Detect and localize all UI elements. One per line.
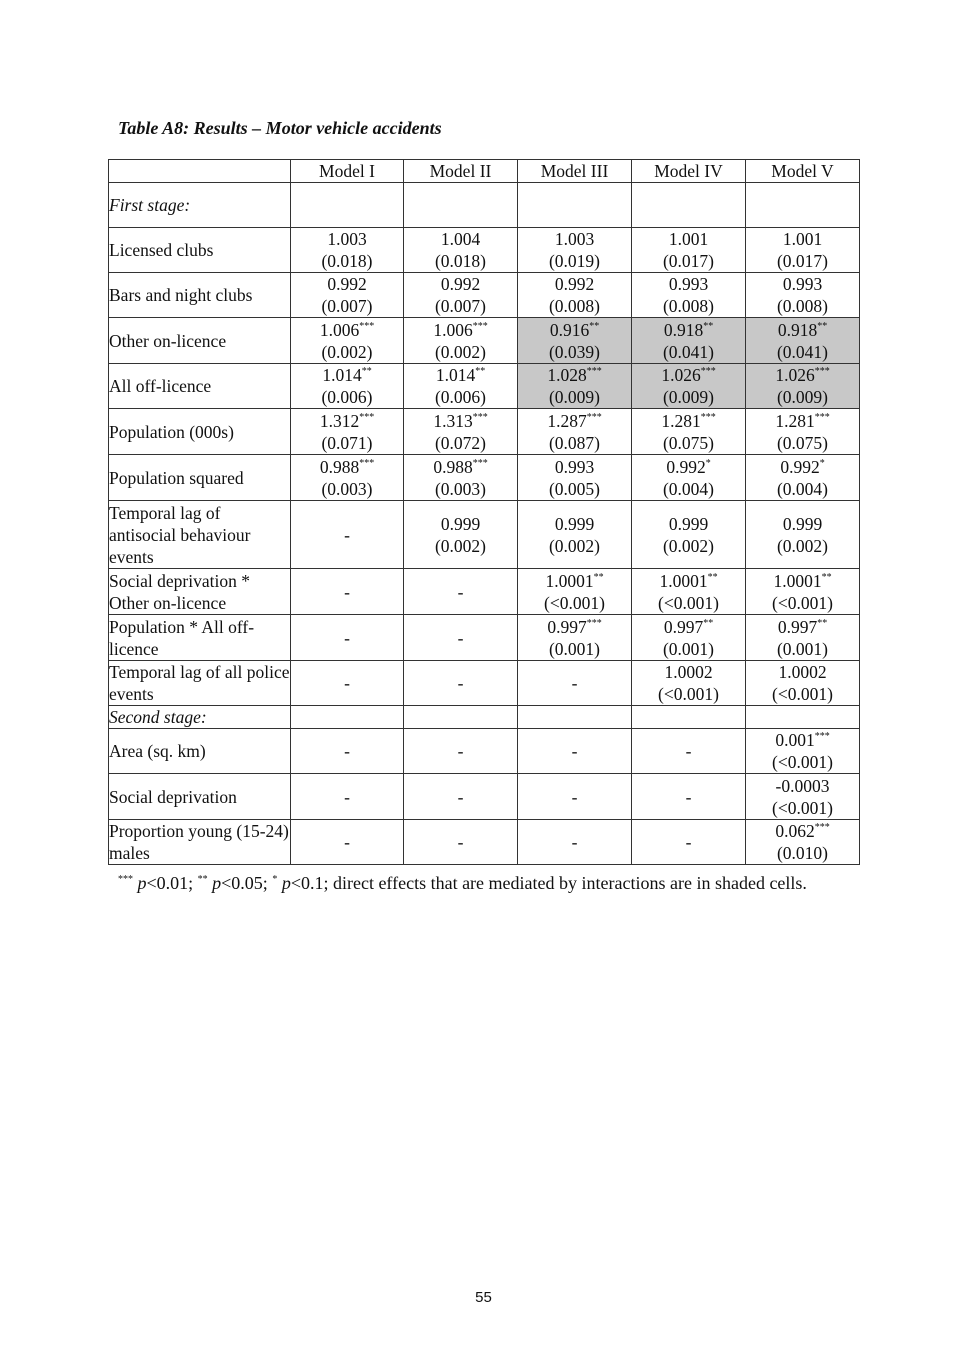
standard-error: (0.002)	[434, 535, 487, 556]
cell-value: 1.281	[661, 410, 701, 431]
table-cell	[404, 455, 518, 501]
cell-value: 0.062	[775, 821, 815, 841]
significance-mark: ***	[586, 366, 602, 377]
table-cell	[404, 228, 518, 273]
standard-error: (0.004)	[776, 478, 829, 499]
standard-error: (<0.001)	[772, 684, 833, 704]
table-cell	[518, 273, 632, 318]
table-cell	[746, 729, 860, 774]
significance-mark: **	[817, 320, 828, 332]
table-cell	[518, 228, 632, 273]
cell-value: 1.028	[547, 365, 587, 385]
significance-mark: ***	[359, 320, 375, 332]
table-cell	[404, 273, 518, 318]
table-cell	[404, 569, 518, 615]
cell-value: 1.003	[554, 229, 595, 249]
standard-error: (0.008)	[548, 296, 601, 316]
cell-value: -	[571, 741, 578, 761]
standard-error: (<0.001)	[772, 752, 833, 772]
cell-value: 1.014	[322, 365, 362, 385]
table-row	[109, 364, 860, 409]
table-cell	[746, 615, 860, 661]
cell-value: -	[685, 786, 692, 807]
table-cell	[746, 569, 860, 615]
significance-mark: **	[361, 366, 372, 377]
standard-error: (0.018)	[434, 251, 487, 271]
table-cell	[518, 661, 632, 706]
row-label: Proportion young (15-24) males	[109, 821, 289, 863]
standard-error: (0.002)	[776, 535, 829, 556]
significance-mark: **	[703, 617, 714, 629]
cell-value: 0.999	[668, 513, 709, 534]
standard-error: (0.008)	[662, 296, 715, 316]
header-corner	[109, 160, 291, 183]
table-cell	[404, 615, 518, 661]
table-cell	[404, 774, 518, 820]
standard-error: (0.087)	[548, 432, 601, 453]
table-cell	[746, 273, 860, 318]
significance-mark: *	[819, 457, 825, 469]
table-cell	[518, 774, 632, 820]
table-cell	[291, 318, 404, 364]
standard-error: (0.006)	[434, 387, 487, 407]
cell-value: 1.0001	[773, 570, 822, 591]
standard-error: (0.007)	[321, 296, 373, 316]
standard-error: (0.001)	[662, 638, 715, 659]
cell-value: 0.992	[780, 456, 820, 477]
table-cell	[746, 364, 860, 409]
table-cell	[404, 661, 518, 706]
cell-value: 0.916	[549, 319, 590, 340]
table-row	[109, 455, 860, 501]
cell-value: 0.999	[782, 513, 823, 534]
cell-value: -	[457, 627, 464, 648]
standard-error: (0.006)	[321, 387, 373, 407]
significance-mark: ***	[472, 457, 488, 469]
row-label: All off-licence	[109, 364, 291, 409]
header-row	[109, 160, 860, 183]
page-number: 55	[475, 1289, 492, 1306]
table-row	[109, 409, 860, 455]
row-label: Temporal lag of all police events	[109, 662, 290, 704]
standard-error: (0.002)	[548, 535, 601, 556]
cell-value: -	[457, 673, 464, 693]
significance-mark: ***	[814, 731, 830, 742]
cell-value: 1.003	[327, 229, 367, 249]
standard-error: (0.075)	[662, 432, 715, 453]
standard-error: (0.008)	[776, 296, 829, 316]
standard-error: (0.005)	[548, 478, 601, 499]
row-label: Temporal lag of antisocial behaviour events	[109, 501, 291, 569]
significance-mark: **	[589, 320, 600, 332]
table-cell	[291, 409, 404, 455]
standard-error: (0.007)	[434, 296, 487, 316]
cell-value: -	[571, 673, 578, 693]
standard-error: (0.017)	[776, 251, 829, 271]
row-label: Population * All off-licence	[109, 615, 291, 661]
significance-mark: **	[703, 320, 714, 332]
cell-value: 1.0001	[659, 570, 708, 591]
significance-mark: ***	[814, 366, 830, 377]
table-row	[109, 569, 860, 615]
table-cell	[632, 318, 746, 364]
cell-value: 0.992	[666, 456, 706, 477]
standard-error: (<0.001)	[658, 592, 719, 613]
significance-mark: **	[817, 617, 828, 629]
standard-error: (<0.001)	[772, 797, 833, 818]
table-cell	[746, 318, 860, 364]
standard-error: (0.018)	[321, 251, 373, 271]
stage-label: First stage:	[109, 183, 291, 228]
table-body	[109, 183, 860, 865]
table-cell	[291, 364, 404, 409]
row-label: Social deprivation	[109, 774, 291, 820]
table-cell	[291, 501, 404, 569]
table-cell	[291, 729, 404, 774]
significance-mark: *	[705, 457, 711, 469]
table-cell	[518, 729, 632, 774]
significance-mark: **	[593, 571, 604, 583]
cell-value: 0.999	[440, 513, 481, 534]
table-cell	[746, 820, 860, 865]
standard-error: (<0.001)	[544, 592, 605, 613]
note-sig: **	[197, 874, 208, 885]
table-cell	[518, 364, 632, 409]
cell-value: -	[457, 581, 464, 602]
cell-value: 1.313	[433, 410, 473, 431]
cell-value: 0.988	[319, 456, 360, 477]
table-row	[109, 501, 860, 569]
cell-value: -	[571, 832, 578, 852]
standard-error: (0.003)	[321, 478, 373, 499]
cell-value: -	[457, 786, 464, 807]
cell-value: 1.004	[440, 229, 481, 249]
table-footnote: *** p<0.01; ** p<0.05; * p<0.1; direct effects that are mediated by interactions are in shaded cells.	[118, 873, 807, 893]
significance-mark: **	[475, 366, 486, 377]
cell-value: 0.997	[777, 616, 818, 637]
table-caption: Table A8: Results – Motor vehicle accidents	[118, 118, 442, 138]
standard-error: (0.039)	[548, 341, 601, 362]
table-cell	[291, 455, 404, 501]
column-header: Model V	[746, 160, 860, 183]
table-row	[109, 318, 860, 364]
cell-value: 0.992	[440, 274, 481, 294]
table-row	[109, 615, 860, 661]
cell-value: -	[344, 627, 350, 648]
cell-value: 1.0001	[545, 570, 594, 591]
table-cell	[632, 615, 746, 661]
table-cell	[518, 455, 632, 501]
cell-value: 0.999	[554, 513, 595, 534]
table-cell	[291, 774, 404, 820]
cell-value: 0.001	[775, 730, 815, 750]
standard-error: (0.001)	[776, 638, 829, 659]
table-cell	[518, 820, 632, 865]
table-cell	[291, 569, 404, 615]
significance-mark: ***	[472, 411, 488, 423]
row-label: Other on-licence	[109, 318, 291, 364]
table-cell	[291, 820, 404, 865]
cell-value: 0.993	[782, 274, 823, 294]
cell-value: 1.026	[661, 365, 701, 385]
standard-error: (0.019)	[548, 251, 601, 271]
table-cell	[404, 318, 518, 364]
standard-error: (0.009)	[776, 387, 829, 407]
table-cell	[632, 661, 746, 706]
table-row	[109, 729, 860, 774]
table-cell	[632, 501, 746, 569]
table-cell	[404, 820, 518, 865]
row-label: Population squared	[109, 455, 291, 501]
row-label: Licensed clubs	[109, 228, 291, 273]
table-cell	[746, 774, 860, 820]
table-cell	[291, 273, 404, 318]
table-cell	[404, 364, 518, 409]
cell-value: 1.006	[319, 319, 360, 340]
table-cell	[291, 661, 404, 706]
table-cell	[404, 501, 518, 569]
table-cell	[632, 409, 746, 455]
cell-value: 1.006	[433, 319, 473, 340]
standard-error: (0.002)	[434, 341, 487, 362]
standard-error: (0.002)	[662, 535, 715, 556]
cell-value: 1.001	[782, 229, 823, 249]
table-row	[109, 774, 860, 820]
cell-value: -0.0003	[775, 775, 830, 796]
table-cell	[518, 501, 632, 569]
significance-mark: ***	[700, 366, 716, 377]
standard-error: (0.072)	[434, 432, 487, 453]
significance-mark: **	[821, 571, 832, 583]
cell-value: 0.992	[327, 274, 367, 294]
table-cell	[291, 228, 404, 273]
cell-value: 0.918	[663, 319, 704, 340]
cell-value: -	[344, 673, 350, 693]
table-cell	[746, 455, 860, 501]
significance-mark: ***	[586, 411, 602, 423]
cell-value: -	[344, 524, 350, 545]
results-table	[108, 159, 860, 865]
table-cell	[518, 409, 632, 455]
standard-error: (<0.001)	[658, 684, 719, 704]
table-cell	[518, 615, 632, 661]
cell-value: 0.993	[554, 456, 595, 477]
standard-error: (0.075)	[776, 432, 829, 453]
cell-value: -	[344, 581, 350, 602]
table-cell	[746, 228, 860, 273]
cell-value: -	[685, 832, 692, 852]
table-cell	[746, 409, 860, 455]
table-cell	[632, 729, 746, 774]
standard-error: (0.002)	[321, 341, 373, 362]
cell-value: 1.014	[435, 365, 476, 385]
table-cell	[632, 228, 746, 273]
note-sig: ***	[118, 874, 133, 885]
cell-value: 0.997	[547, 616, 587, 637]
standard-error: (0.041)	[776, 341, 829, 362]
table-cell	[632, 774, 746, 820]
table-cell	[746, 501, 860, 569]
column-header: Model II	[404, 160, 518, 183]
standard-error: (0.010)	[776, 843, 829, 863]
column-header: Model I	[291, 160, 404, 183]
cell-value: 1.312	[319, 410, 360, 431]
cell-value: 0.993	[668, 274, 709, 294]
cell-value: 1.0002	[778, 662, 827, 682]
table-row	[109, 273, 860, 318]
table-cell	[632, 569, 746, 615]
cell-value: 1.281	[775, 410, 815, 431]
table-cell	[746, 661, 860, 706]
table-cell	[404, 409, 518, 455]
standard-error: (<0.001)	[772, 592, 833, 613]
table-cell	[632, 364, 746, 409]
second-stage-row	[109, 706, 860, 729]
standard-error: (0.071)	[321, 432, 373, 453]
cell-value: 0.988	[433, 456, 473, 477]
cell-value: -	[685, 741, 692, 761]
standard-error: (0.001)	[548, 638, 601, 659]
cell-value: 1.0002	[664, 662, 713, 682]
standard-error: (0.004)	[662, 478, 715, 499]
significance-mark: ***	[359, 411, 375, 423]
standard-error: (0.009)	[662, 387, 715, 407]
cell-value: -	[457, 741, 464, 761]
row-label: Population (000s)	[109, 409, 291, 455]
table-cell	[632, 455, 746, 501]
first-stage-row	[109, 183, 860, 228]
cell-value: -	[344, 832, 350, 852]
table-cell	[518, 569, 632, 615]
significance-mark: ***	[472, 320, 488, 332]
significance-mark: ***	[359, 457, 375, 469]
cell-value: 0.918	[777, 319, 818, 340]
cell-value: 1.287	[547, 410, 587, 431]
cell-value: -	[344, 741, 350, 761]
standard-error: (0.041)	[662, 341, 715, 362]
table-cell	[404, 729, 518, 774]
table-cell	[632, 820, 746, 865]
standard-error: (0.003)	[434, 478, 487, 499]
significance-mark: ***	[814, 411, 830, 423]
table-row	[109, 820, 860, 865]
table-cell	[632, 273, 746, 318]
row-label: Bars and night clubs	[109, 273, 291, 318]
significance-mark: ***	[814, 822, 830, 833]
significance-mark: ***	[586, 617, 602, 629]
cell-value: -	[571, 786, 578, 807]
table-cell	[518, 318, 632, 364]
note-sig: *	[272, 874, 278, 885]
cell-value: 1.026	[775, 365, 815, 385]
cell-value: 0.992	[554, 274, 595, 294]
standard-error: (0.017)	[662, 251, 715, 271]
cell-value: -	[344, 786, 350, 807]
column-header: Model III	[518, 160, 632, 183]
row-label: Area (sq. km)	[109, 729, 291, 774]
table-cell	[291, 615, 404, 661]
significance-mark: **	[707, 571, 718, 583]
column-header: Model IV	[632, 160, 746, 183]
table-row	[109, 228, 860, 273]
significance-mark: ***	[700, 411, 716, 423]
standard-error: (0.009)	[548, 387, 601, 407]
cell-value: -	[457, 832, 464, 852]
table-row	[109, 661, 860, 706]
cell-value: 1.001	[668, 229, 709, 249]
stage-label: Second stage:	[109, 706, 291, 729]
row-label: Social deprivation * Other on-licence	[109, 569, 291, 615]
cell-value: 0.997	[663, 616, 704, 637]
